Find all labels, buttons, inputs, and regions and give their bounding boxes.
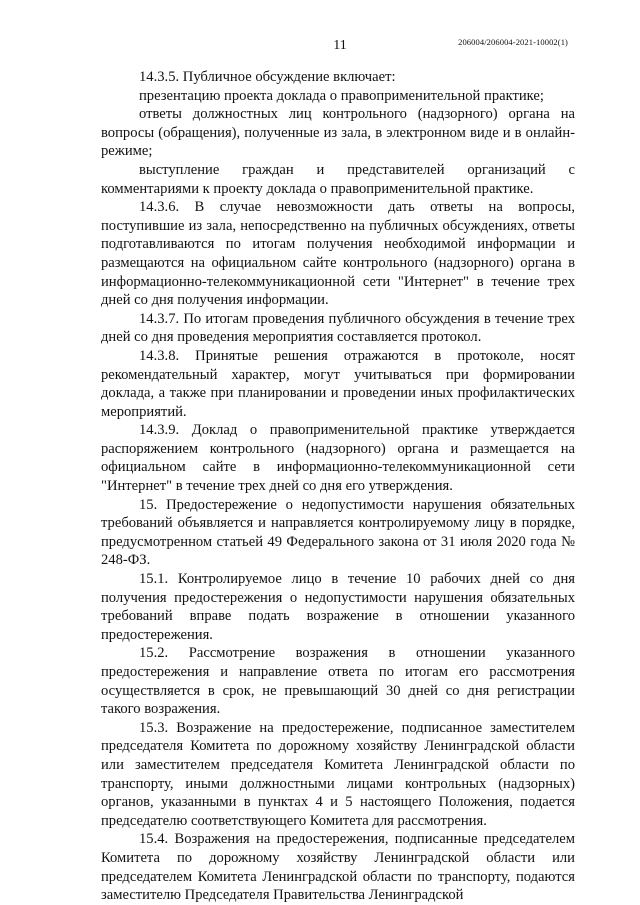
paragraph-14-3-5: 14.3.5. Публичное обсуждение включает: (139, 69, 396, 85)
page-number: 11 (333, 38, 347, 53)
paragraph-14-3-7: 14.3.7. По итогам проведения публичного обсуждения в течение трех дней со дня проведения мероприятия составляется протокол. (101, 310, 575, 346)
paragraph-14-3-8: 14.3.8. Принятые решения отражаются в протоколе, носят рекомендательный характер, могут учитываться при формировании доклада, а также при планировании и проведении иных профилактических мероприятий. (101, 347, 575, 420)
paragraph-15-1: 15.1. Контролируемое лицо в течение 10 рабочих дней со дня получения предостережения о недопустимости нарушения обязательных требований вправе подать возражение в отношении указанного предостережения. (101, 571, 575, 643)
paragraph-14-3-6: 14.3.6. В случае невозможности дать ответы на вопросы, поступившие из зала, непосредственно на публичных обсуждениях, ответы подготавливаются по итогам получения необходимой информации и размещаются на официальном сайте контрольного (надзорного) органа в информационно-телекоммуникационной сети "Интернет" в течение трех дней со дня получения информации. (101, 199, 575, 309)
paragraph-14-3-9: 14.3.9. Доклад о правоприменительной практике утверждается распоряжением контрольного (надзорного) органа и размещается на официальном сайте в информационно-телекоммуникационной сети "Интернет" в течение трех дней со дня его утверждения. (101, 422, 575, 495)
paragraph-answers: ответы должностных лиц контрольного (надзорного) органа на вопросы (обращения), полученные из зала, в электронном виде и в онлайн-режиме; (101, 106, 575, 160)
document-code: 206004/206004-2021-10002(1) (458, 37, 568, 47)
paragraph-15-3: 15.3. Возражение на предостережение, подписанное заместителем председателя Комитета по дорожному хозяйству Ленинградской области или заместителем председателя Комитета Ленинградской области по транспорту, иными должностными лицами контрольных (надзорных) органов, указанными в пунктах 4 и 5 настоящего Положения, подается председателю соответствующего Комитета для рассмотрения. (101, 719, 575, 829)
paragraph-15-2: 15.2. Рассмотрение возражения в отношении указанного предостережения и направление ответа по итогам его рассмотрения осуществляется в срок, не превышающий 30 дней со дня регистрации такого возражения. (101, 645, 575, 718)
paragraph-presentation: презентацию проекта доклада о правоприменительной практике; (139, 87, 544, 104)
paragraph-speeches: выступление граждан и представителей организаций с комментариями к проекту доклада о правоприменительной практике. (101, 161, 575, 197)
document-body (101, 68, 575, 905)
paragraph-15: 15. Предостережение о недопустимости нарушения обязательных требований объявляется и направляется контролируемому лицу в порядке, предусмотренном статьей 49 Федерального закона от 31 июля 2020 года № 248-ФЗ. (101, 496, 575, 569)
paragraph-15-4: 15.4. Возражения на предостережения, подписанные председателем Комитета по дорожному хозяйству Ленинградской области или председателем Комитета Ленинградской области по транспорту, подаются заместителю Председателя Правительства Ленинградской (101, 831, 575, 904)
